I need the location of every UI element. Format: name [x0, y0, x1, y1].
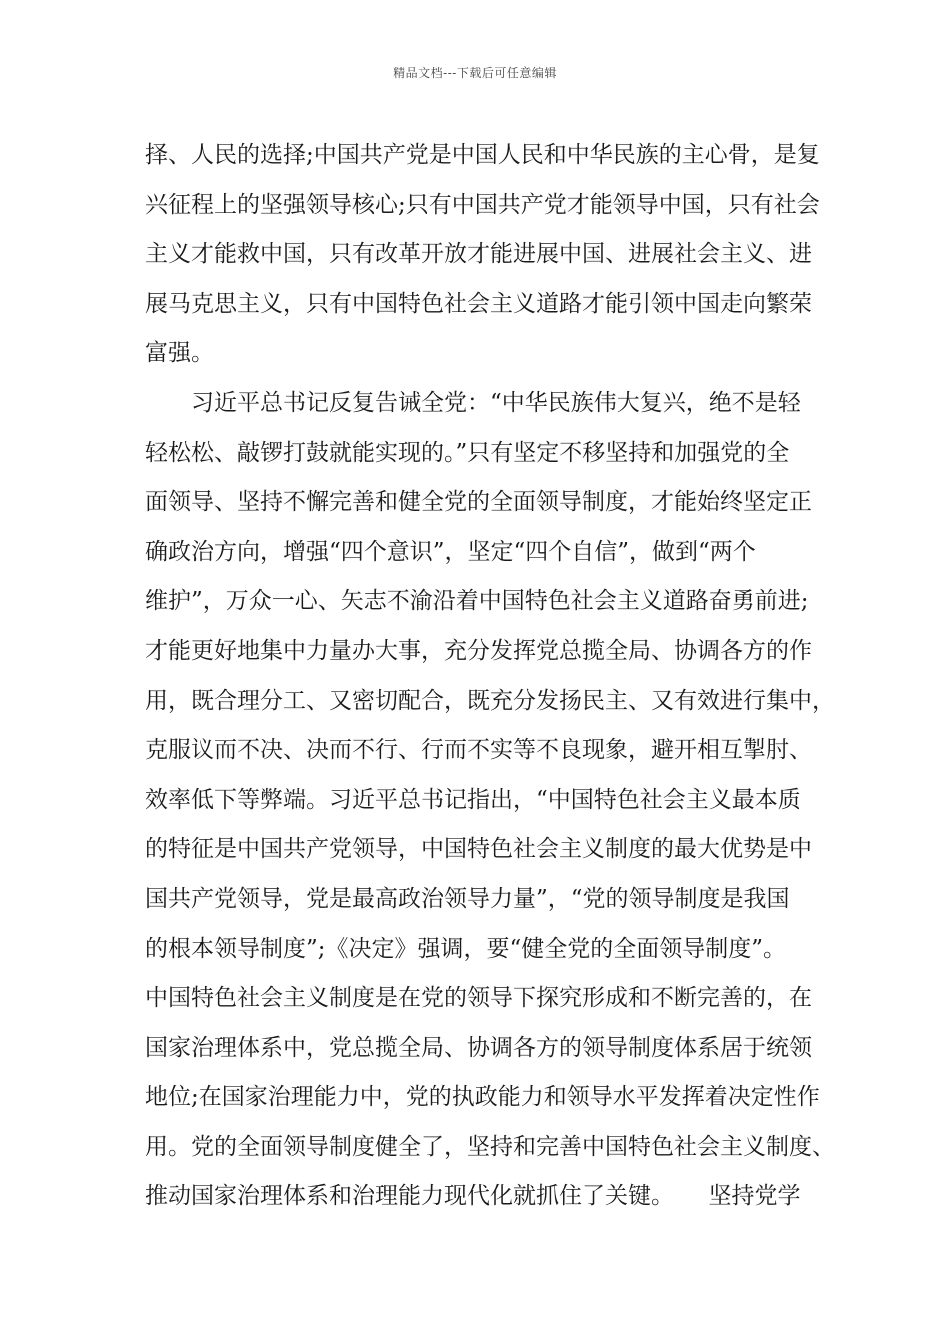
- text-line: 才能更好地集中力量办大事，充分发挥党总揽全局、协调各方的作: [145, 637, 812, 664]
- text-line: 地位;在国家治理能力中，党的执政能力和领导水平发挥着决定性作: [145, 1084, 820, 1111]
- text-line: 维护”，万众一心、矢志不渝沿着中国特色社会主义道路奋勇前进;: [145, 588, 809, 615]
- text-line: 轻松松、敲锣打鼓就能实现的。”只有坚定不移坚持和加强党的全: [145, 439, 790, 466]
- text-line: 主义才能救中国，只有改革开放才能进展中国、进展社会主义、进: [145, 241, 812, 268]
- text-line: 用，既合理分工、又密切配合，既充分发扬民主、又有效进行集中，: [145, 687, 835, 714]
- text-line: 的特征是中国共产党领导，中国特色社会主义制度的最大优势是中: [145, 836, 812, 863]
- text-line: 确政治方向，增强“四个意识”，坚定“四个自信”，做到“两个: [145, 538, 756, 565]
- page-header: 精品文档---下载后可任意编辑: [393, 66, 557, 80]
- paragraph-first-line: 习近平总书记反复告诫全党：“中华民族伟大复兴，绝不是轻: [191, 389, 801, 416]
- text-line: 国共产党领导，党是最高政治领导力量”，“党的领导制度是我国: [145, 885, 790, 912]
- text-line: 推动国家治理体系和治理能力现代化就抓住了关键。 坚持党学: [145, 1183, 801, 1210]
- body-text: [145, 131, 835, 1222]
- text-line: 展马克思主义，只有中国特色社会主义道路才能引领中国走向繁荣: [145, 290, 812, 317]
- text-line: 面领导、坚持不懈完善和健全党的全面领导制度，才能始终坚定正: [145, 489, 812, 516]
- text-line: 中国特色社会主义制度是在党的领导下探究形成和不断完善的，在: [145, 985, 812, 1012]
- text-line: 兴征程上的坚强领导核心;只有中国共产党才能领导中国，只有社会: [145, 191, 820, 218]
- text-line: 克服议而不决、决而不行、行而不实等不良现象，避开相互掣肘、: [145, 737, 812, 764]
- text-line: 效率低下等弊端。习近平总书记指出，“中国特色社会主义最本质: [145, 786, 801, 813]
- text-line: 用。党的全面领导制度健全了，坚持和完善中国特色社会主义制度、: [145, 1133, 835, 1160]
- text-line: 富强。: [145, 340, 214, 367]
- text-line: 国家治理体系中，党总揽全局、协调各方的领导制度体系居于统领: [145, 1034, 812, 1061]
- text-line: 的根本领导制度”;《决定》强调，要“健全党的全面领导制度”。: [145, 935, 787, 962]
- text-line: 择、人民的选择;中国共产党是中国人民和中华民族的主心骨，是复: [145, 142, 820, 168]
